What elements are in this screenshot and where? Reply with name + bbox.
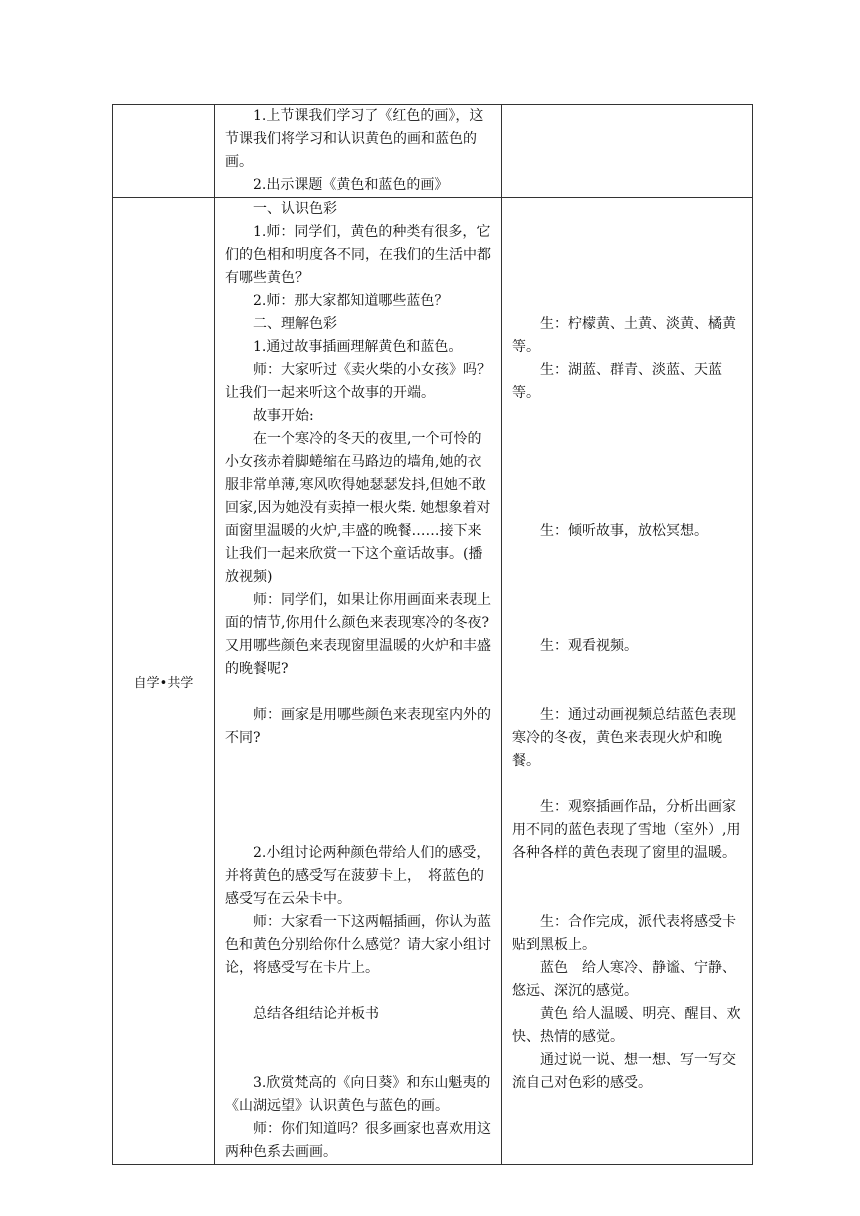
lesson-plan-table	[112, 104, 753, 1165]
student-activity-cell	[502, 105, 753, 198]
teacher-paragraph: 师：你们知道吗？很多画家也喜欢用这两种色系去画画。	[225, 1121, 491, 1160]
student-paragraph: 生：观看视频。	[540, 638, 638, 654]
teacher-paragraph: 师：大家看一下这两幅插画，你认为蓝色和黄色分别给你什么感觉？请大家小组讨论，将感受写在卡片上。	[225, 914, 491, 976]
teacher-activity-cell	[215, 105, 502, 198]
teacher-paragraph: 总结各组结论并板书	[253, 1006, 379, 1022]
teacher-paragraph: 师：同学们，如果让你用画面来表现上面的情节,你用什么颜色来表现寒冷的冬夜?又用哪些颜色来表现窗里温暖的火炉和丰盛的晚餐呢?	[225, 592, 491, 677]
student-paragraph: 生：湖蓝、群青、淡蓝、天蓝等。	[512, 362, 722, 401]
heading-understand-colors: 二、理解色彩	[253, 316, 337, 332]
story-paragraph: 在一个寒冷的冬天的夜里,一个可怜的小女孩赤着脚蜷缩在马路边的墙角,她的衣服非常单薄,寒风吹得她瑟瑟发抖,但她不敢回家,因为她没有卖掉一根火柴. 她想象着对面窗里温暖的火炉,丰盛的晚餐……接下来让我们一起来欣赏一下这个童话故事。(播放视频)	[225, 431, 491, 585]
student-paragraph: 蓝色 给人寒冷、静谧、宁静、悠远、深沉的感觉。	[512, 960, 736, 999]
section-label: 自学•共学	[133, 675, 194, 691]
teacher-paragraph: 2.出示课题《黄色和蓝色的画》	[253, 177, 449, 193]
section-label-cell	[113, 198, 215, 1165]
teacher-activity-cell	[215, 198, 502, 1165]
teacher-paragraph: 2.小组讨论两种颜色带给人们的感受，并将黄色的感受写在菠萝卡上， 将蓝色的感受写在云朵卡中。	[225, 845, 491, 907]
student-paragraph: 黄色 给人温暖、明亮、醒目、欢快、热情的感觉。	[512, 1006, 741, 1045]
heading-recognize-colors: 一、认识色彩	[253, 201, 337, 217]
student-paragraph: 生：柠檬黄、土黄、淡黄、橘黄等。	[512, 316, 736, 355]
student-paragraph: 通过说一说、想一想、写一写交流自己对色彩的感受。	[512, 1052, 736, 1091]
student-activity-cell	[502, 198, 753, 1165]
story-start-label: 故事开始:	[253, 408, 314, 424]
teacher-paragraph: 1.师：同学们，黄色的种类有很多，它们的色相和明度各不同，在我们的生活中都有哪些黄色？	[225, 224, 491, 286]
teacher-paragraph: 师：大家听过《卖火柴的小女孩》吗？让我们一起来听这个故事的开端。	[225, 362, 491, 401]
student-paragraph: 生：通过动画视频总结蓝色表现寒冷的冬夜，黄色来表现火炉和晚餐。	[512, 707, 736, 769]
teacher-paragraph: 3.欣赏梵高的《向日葵》和东山魁夷的《山湖远望》认识黄色与蓝色的画。	[225, 1075, 491, 1114]
table-row-self-study	[113, 198, 753, 1165]
table-row-intro	[113, 105, 753, 198]
student-paragraph: 生：观察插画作品，分析出画家用不同的蓝色表现了雪地（室外）,用各种各样的黄色表现了窗里的温暖。	[512, 799, 741, 861]
teacher-paragraph: 1.上节课我们学习了《红色的画》，这节课我们将学习和认识黄色的画和蓝色的画。	[225, 108, 484, 170]
teacher-paragraph: 2.师：那大家都知道哪些蓝色？	[253, 293, 449, 309]
section-label-cell	[113, 105, 215, 198]
student-paragraph: 生：合作完成，派代表将感受卡贴到黑板上。	[512, 914, 736, 953]
teacher-paragraph: 1.通过故事插画理解黄色和蓝色。	[253, 339, 463, 355]
teacher-paragraph: 师：画家是用哪些颜色来表现室内外的不同?	[225, 707, 491, 746]
student-paragraph: 生：倾听故事，放松冥想。	[540, 523, 708, 539]
